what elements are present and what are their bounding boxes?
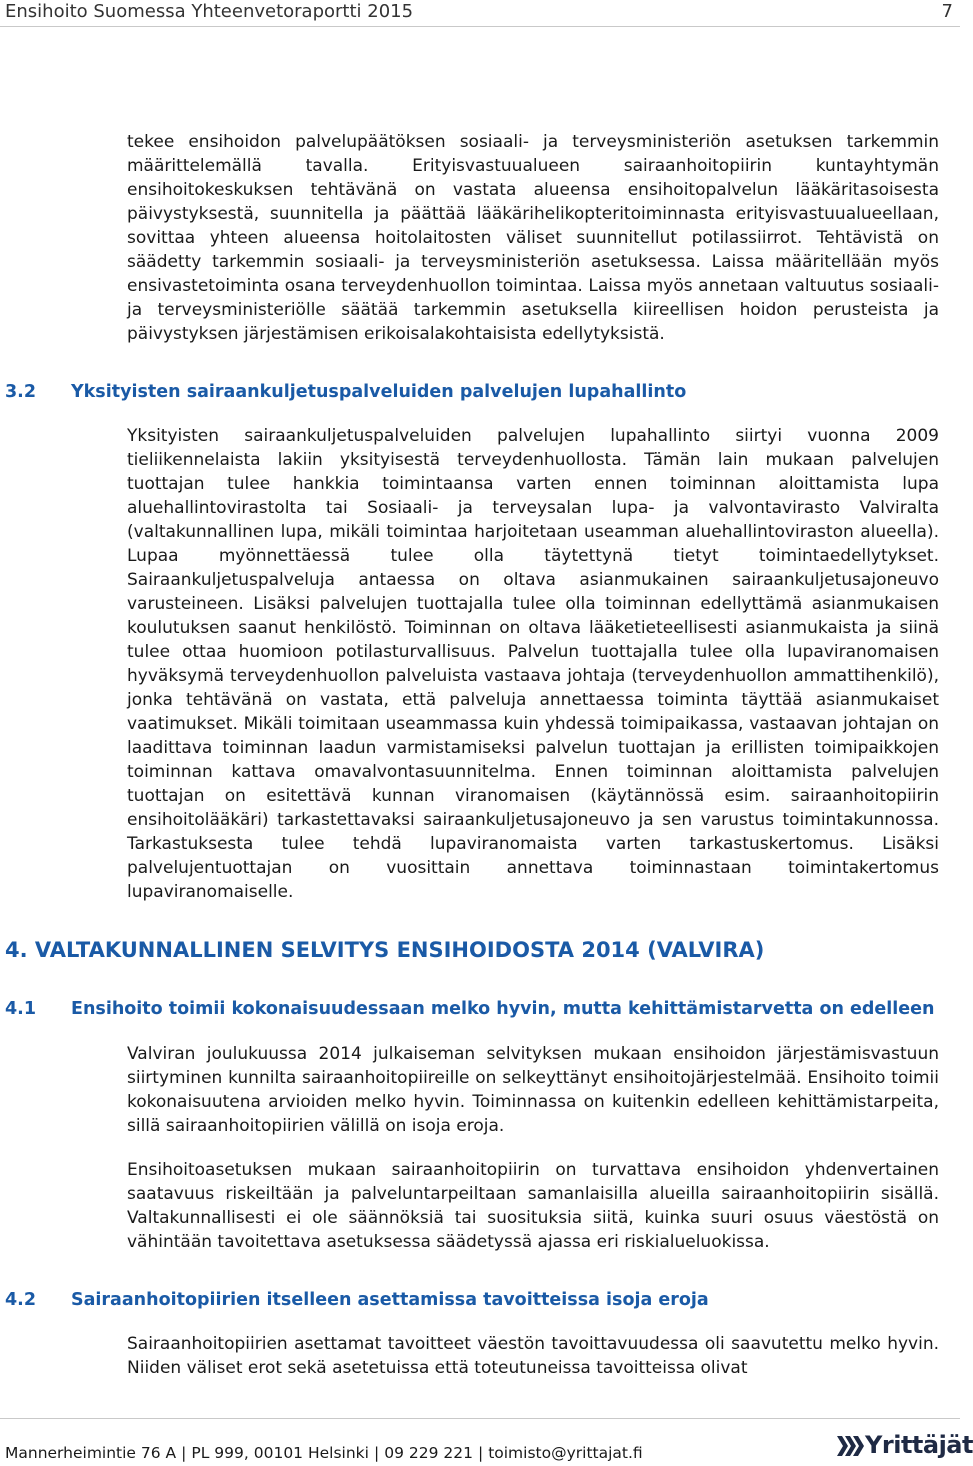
footer-separator: | — [181, 1444, 187, 1462]
section-title: Yksityisten sairaankuljetuspalveluiden palvelujen lupahallinto — [71, 382, 687, 402]
section-number: 4.2 — [5, 1290, 37, 1310]
chapter-title: VALTAKUNNALLINEN SELVITYS ENSIHOIDOSTA 2014 (VALVIRA) — [34, 938, 765, 962]
yrittajat-logo — [835, 1428, 973, 1464]
section-4-2-paragraph: Sairaanhoitopiirien asettamat tavoitteet väestön tavoittavuudessa oli saavutettu melko hyvin. Niiden väliset erot sekä asetetuissa että toteutuneissa tavoitteissa olivat — [127, 1334, 939, 1378]
footer-phone: 09 229 221 — [384, 1444, 473, 1462]
section-number: 4.1 — [5, 999, 37, 1019]
footer-postal: PL 999, 00101 Helsinki — [191, 1444, 369, 1462]
footer-divider — [0, 1418, 960, 1419]
chevron-stripes-icon — [835, 1432, 865, 1462]
chapter-number: 4. — [5, 938, 28, 962]
intro-paragraph: tekee ensihoidon palvelupäätöksen sosiaali- ja terveysministeriön asetuksen tarkemmin määrittelemällä tavalla. Erityisvastuualueen sairaanhoitopiirin kuntayhtymän ensihoitokeskuksen tehtävänä on vastata alueensa ensihoitopalvelun lääkäritasoisesta päivystyksestä, suunnitella ja päättää lääkärihelikopteritoiminnasta erityisvastuualueellaan, sovittaa yhteen alueensa hoitolaitosten väliset suunnitellut potilassiirrot. Tehtävistä on säädetty tarkemmin sosiaali- ja terveysministeriön asetuksessa. Laissa määritellään myös ensivastetoiminta osana terveydenhuollon toimintaa. Laissa myös annetaan valtuutus sosiaali- ja terveysministeriölle säätää tarkemmin asetuksella kiireellisen hoidon perusteista ja päivystyksen järjestämisen erikoisalakohtaisista edellytyksistä. — [127, 132, 939, 344]
footer-separator: | — [477, 1444, 484, 1462]
page-number: 7 — [941, 1, 953, 22]
page-header — [0, 0, 960, 27]
section-heading-4-2 — [5, 1288, 709, 1312]
section-title: Sairaanhoitopiirien itselleen asettamissa tavoitteissa isoja eroja — [71, 1290, 709, 1310]
logo-wordmark: Yrittäjät — [865, 1431, 973, 1459]
section-heading-4-1 — [5, 997, 935, 1021]
footer-address: Mannerheimintie 76 A — [5, 1444, 177, 1462]
section-4-1-paragraph-2: Ensihoitoasetuksen mukaan sairaanhoitopiirin on turvattava ensihoidon yhdenvertainen saatavuus riskeiltään ja palveluntarpeiltaan samanlaisilla alueilla sairaanhoitopiirin sisällä. Valtakunnallisesti ei ole säännöksiä tai suosituksia siitä, kuinka suuri osuus väestöstä on vähintään tavoitettava asetuksessa säädetyssä ajassa eri riskialueluokissa. — [127, 1160, 939, 1252]
section-number: 3.2 — [5, 382, 37, 402]
document-title: Ensihoito Suomessa Yhteenvetoraportti 2015 — [5, 1, 414, 22]
section-3-2-paragraph: Yksityisten sairaankuljetuspalveluiden palvelujen lupahallinto siirtyi vuonna 2009 tieliikennelaista lakiin yksityisestä terveydenhuollosta. Tämän lain mukaan palvelujen tuottajan tulee hankkia toimintaansa varten ennen toiminnan aloittamista lupa aluehallintovirastolta tai Sosiaali- ja terveysalan lupa- ja valvontavirasto Valviralta (valtakunnallinen lupa, mikäli toimintaa harjoitetaan useamman aluehallintoviraston alueella). Lupaa myönnettäessä tulee olla täytettynä tietyt toimintaedellytykset. Sairaankuljetuspalveluja antaessa on oltava asianmukainen sairaankuljetusajoneuvo varusteineen. Lisäksi palvelujen tuottajalla tulee olla toiminnan edellyttämä asianmukaisen koulutuksen saanut henkilöstö. Toiminnan on oltava lääketieteellisesti asianmukaista ja siinä tulee ottaa huomioon potilasturvallisuus. Palvelun tuottajalla tulee olla lupaviranomaisen hyväksymä terveydenhuollon palveluista vastaava johtaja (terveydenhuollon ammattihenkilö), jonka tehtävänä on vastata, että palveluja annettaessa toiminta täyttää asianmukaiset vaatimukset. Mikäli toimitaan useammassa kuin yhdessä toimipaikassa, vastaavan johtajan on laadittava toiminnan laadun varmistamiseksi palvelun tuottajan ja erillisten toimipaikkojen toiminnan kattava omavalvontasuunnitelma. Ennen toiminnan aloittamista palvelujen tuottajan on esitettävä kunnan viranomaisen (käytännössä esim. sairaanhoitopiirin ensihoitolääkäri) tarkastettavaksi sairaankuljetusajoneuvo ja sen varustus toimintakunnossa. Tarkastuksesta tulee tehdä lupaviranomaista varten tarkastuskertomus. Lisäksi palvelujentuottajan on vuosittain annettava toiminnastaan toimintakertomus lupaviranomaiselle. — [127, 426, 939, 902]
section-4-1-paragraph-1: Valviran joulukuussa 2014 julkaiseman selvityksen mukaan ensihoidon järjestämisvastuun siirtyminen kunnilta sairaanhoitopiireille on selkeyttänyt ensihoitojärjestelmää. Ensihoito toimii kokonaisuutena arvioiden melko hyvin. Toiminnassa on kuitenkin edelleen kehittämistarpeita, sillä sairaanhoitopiirien välillä on isoja eroja. — [127, 1044, 939, 1136]
footer-separator: | — [373, 1444, 380, 1462]
section-title: Ensihoito toimii kokonaisuudessaan melko hyvin, mutta kehittämistarvetta on edelleen — [71, 999, 935, 1019]
footer-email: toimisto@yrittajat.fi — [488, 1444, 643, 1462]
chapter-heading-4 — [5, 936, 764, 964]
footer-contact — [5, 1444, 643, 1462]
section-heading-3-2 — [5, 380, 686, 404]
